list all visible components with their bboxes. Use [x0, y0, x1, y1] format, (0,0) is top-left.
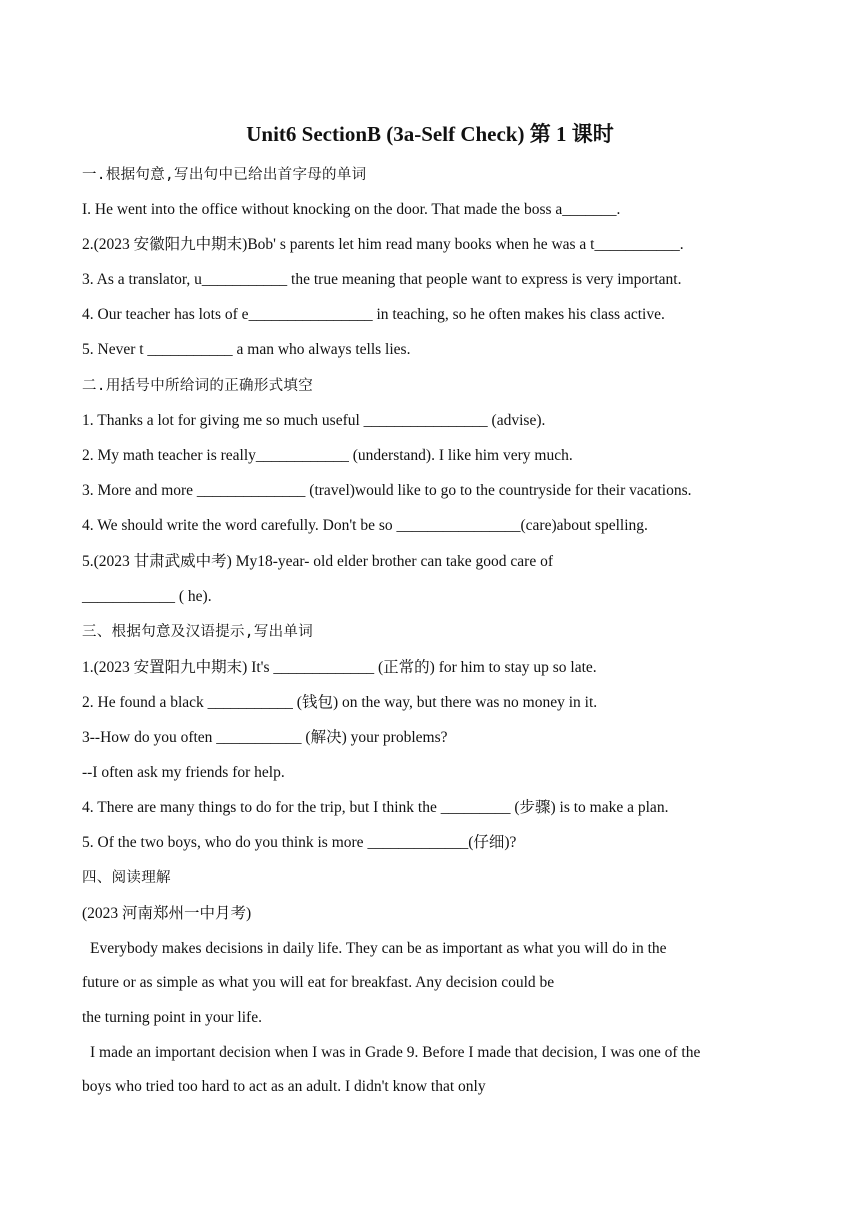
reading-paragraph-1-line-2: future or as simple as what you will eat for breakfast. Any decision could be: [82, 974, 555, 991]
page-title: Unit6 SectionB (3a-Self Check) 第 1 课时: [246, 122, 614, 146]
section-4-heading: 四、阅读理解: [82, 870, 171, 886]
section-1-heading: 一.根据句意,写出句中已给出首字母的单词: [82, 167, 367, 183]
section-2-item-1: 1. Thanks a lot for giving me so much useful ________________ (advise).: [82, 412, 546, 429]
section-2-item-5-continued: ____________ ( he).: [82, 588, 212, 605]
reading-source: (2023 河南郑州一中月考): [82, 905, 252, 922]
reading-paragraph-1-line-1: Everybody makes decisions in daily life. They can be as important as what you will do in the: [90, 940, 667, 957]
section-2-item-3: 3. More and more ______________ (travel)would like to go to the countryside for their vacations.: [82, 482, 692, 499]
section-2-item-5: 5.(2023 甘肃武威中考) My18-year- old elder brother can take good care of: [82, 553, 553, 570]
section-3-item-5: 5. Of the two boys, who do you think is more _____________(仔细)?: [82, 834, 517, 851]
section-3-item-3-answer: --I often ask my friends for help.: [82, 764, 285, 781]
section-3-item-4: 4. There are many things to do for the trip, but I think the _________ (步骤) is to make a plan.: [82, 799, 669, 816]
section-3-item-2: 2. He found a black ___________ (钱包) on the way, but there was no money in it.: [82, 694, 598, 711]
section-3-item-1: 1.(2023 安置阳九中期末) It's _____________ (正常的) for him to stay up so late.: [82, 659, 597, 676]
section-1-item-5: 5. Never t ___________ a man who always tells lies.: [82, 341, 411, 358]
section-1-item-1: I. He went into the office without knocking on the door. That made the boss a_______.: [82, 201, 621, 218]
reading-paragraph-1-line-3: the turning point in your life.: [82, 1009, 262, 1026]
section-1-item-4: 4. Our teacher has lots of e________________ in teaching, so he often makes his class active.: [82, 306, 665, 323]
reading-paragraph-2-line-1: I made an important decision when I was in Grade 9. Before I made that decision, I was one of the: [90, 1044, 701, 1061]
section-3-heading: 三、根据句意及汉语提示,写出单词: [82, 624, 314, 640]
section-3-item-3: 3--How do you often ___________ (解决) your problems?: [82, 729, 448, 746]
reading-paragraph-2-line-2: boys who tried too hard to act as an adult. I didn't know that only: [82, 1078, 486, 1095]
section-1-item-2: 2.(2023 安徽阳九中期末)Bob' s parents let him read many books when he was a t___________.: [82, 236, 684, 253]
section-2-heading: 二.用括号中所给词的正确形式填空: [82, 378, 314, 394]
section-2-item-4: 4. We should write the word carefully. Don't be so ________________(care)about spelling.: [82, 517, 648, 534]
section-2-item-2: 2. My math teacher is really____________ (understand). I like him very much.: [82, 447, 573, 464]
section-1-item-3: 3. As a translator, u___________ the true meaning that people want to express is very important.: [82, 271, 682, 288]
